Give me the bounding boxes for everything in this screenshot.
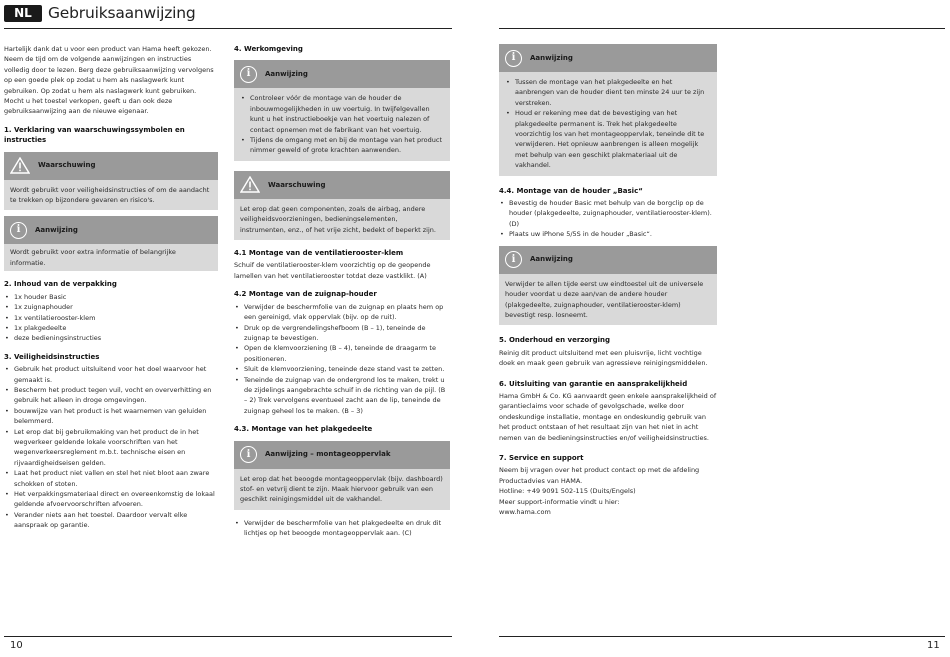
section-4-3-title: 4.3. Montage van het plakgedeelte [234, 425, 373, 434]
warning-text: Let erop dat geen componenten, zoals de airbag, andere veiligheidsvoorzieningen, bedieningselementen, instrumenten, enz., of het vrije zicht, bedekt of beperkt zijn. [240, 204, 436, 234]
section-4-1-text: Schuif de ventilatierooster-klem voorzichtig op de geopende lamellen van het ventilatierooster totdat deze vastklikt. (A) [234, 261, 431, 280]
warning-callout-body [4, 180, 218, 211]
section-5-title: 5. Onderhoud en verzorging [499, 336, 611, 345]
intro-text: Hartelijk dank dat u voor een product van Hama heeft gekozen. Neem de tijd om de volgende aanwijzingen en instructies volledig door te lezen. Berg deze gebruiksaanwijzing vervolgens op een goede plek op zodat u hem als naslagwerk kunt gebruiken. Op zodat u hem als naslagwerk kunt gebruiken. Mocht u het toestel verkopen, geeft u dan ook deze gebruiksaanwijzing aan de nieuwe eigenaar. [4, 45, 214, 116]
list-item: • bouwwijze van het product is het waarnemen van geluiden belemmerd. [4, 406, 218, 427]
note-callout-header [234, 60, 450, 88]
info-circle-icon: i [505, 251, 522, 268]
footer-rule [4, 636, 452, 637]
section-6-text: Hama GmbH & Co. KG aanvaardt geen enkele aansprakelijkheid of garantieclaims voor schade of gevolgschade, welke door ondeskundige installatie, montage en ondeskundig gebruik van het product ontstaan of het resultaat zijn van het niet in acht nemen van de bedieningsinstructies en/of veiligheidsinstructies. [499, 391, 717, 442]
note-callout [499, 44, 717, 176]
warning-callout [4, 152, 218, 211]
warning-label: Waarschuwing [268, 180, 326, 189]
note-callout [234, 60, 450, 160]
warning-label: Waarschuwing [38, 161, 96, 170]
note-text: Let erop dat het beoogde montageoppervlak (bijv. dashboard) stof- en vetvrij dient te zijn. Maak hiervoor gebruik van een geschikt reinigingsmiddel uit de vakhandel. [240, 474, 443, 504]
list-item: • Let erop dat bij gebruikmaking van het product de in het wegverkeer geldende lokale voorschriften van het wegenverkeersreglement m.b.t. technische eisen en rijvaardigheidseisen gelden. [4, 427, 218, 469]
list-item: • 1x zuignaphouder [4, 302, 218, 312]
note-callout-header [234, 441, 450, 469]
info-circle-icon: i [240, 446, 257, 463]
note-callout [499, 246, 717, 326]
list-item: • Laat het product niet vallen en stel het niet bloot aan zware schokken of stoten. [4, 468, 218, 489]
section-4-2-title: 4.2 Montage van de zuignap-houder [234, 290, 377, 299]
page-header [4, 4, 196, 22]
warning-callout [234, 171, 450, 240]
section-6-title: 6. Uitsluiting van garantie en aansprakelijkheid [499, 379, 688, 388]
warning-callout-header [4, 152, 218, 180]
page-number-left: 10 [10, 640, 23, 651]
list-item: • Verwijder de beschermfolie van de zuignap en plaats hem op een gereinigd, vlak oppervlak (bijv. op de ruit). [234, 302, 450, 323]
basic-holder-list [499, 198, 717, 240]
section-4-title: 4. Werkomgeving [234, 45, 303, 53]
list-item: • Plaats uw iPhone 5/5S in de houder „Basic“. [499, 229, 717, 239]
support-info-line: Meer support-informatie vindt u hier: [499, 497, 620, 506]
note-callout-body [234, 469, 450, 510]
section-3-title: 3. Veiligheidsinstructies [4, 352, 100, 361]
hotline-line: Hotline: +49 9091 502-115 (Duits/Engels) [499, 487, 636, 496]
section-2-title: 2. Inhoud van de verpakking [4, 280, 117, 289]
list-item: • Het verpakkingsmateriaal direct en overeenkomstig de lokaal geldende afvoervoorschriften afvoeren. [4, 489, 218, 510]
adhesive-mount-list [234, 518, 450, 539]
note-label: Aanwijzing – montageoppervlak [265, 450, 391, 459]
warning-triangle-icon [10, 157, 30, 174]
list-item: • Tijdens de omgang met en bij de montage van het product nimmer geweld of grote krachten aanwenden. [240, 135, 444, 156]
note-callout-body [499, 72, 717, 176]
note-callout [234, 441, 450, 510]
page-number-right: 11 [927, 640, 940, 651]
note-label: Aanwijzing [530, 255, 573, 264]
note-callout-body [4, 244, 218, 271]
note-text: Verwijder te allen tijde eerst uw eindtoestel uit de universele houder voordat u deze aan/van de andere houder (plakgedeelte, zuignaphouder, ventilatierooster-klem) bevestigt resp. losneemt. [505, 279, 704, 319]
list-item: • 1x ventilatierooster-klem [4, 313, 218, 323]
list-item: • Bevestig de houder Basic met behulp van de borgclip op de houder (plakgedeelte, zuignaphouder, ventilatierooster-klem). (D) [499, 198, 717, 229]
list-item: • Druk op de vergrendelingshefboom (B – 1), teneinde de zuignap te bevestigen. [234, 323, 450, 344]
header-rule [4, 28, 452, 29]
info-circle-icon: i [240, 66, 257, 83]
info-circle-icon: i [10, 222, 27, 239]
note-label: Aanwijzing [265, 70, 308, 79]
list-item: • Controleer vóór de montage van de houder de inbouwmogelijkheden in uw voertuig. In twijfelgevallen kunt u het instructieboekje van het voertuig nalezen of contact opnemen met de fabrikant van het voertuig. [240, 93, 444, 135]
suction-mount-list [234, 302, 450, 416]
list-item: • Bescherm het product tegen vuil, vocht en oververhitting en gebruik het alleen in droge omgevingen. [4, 385, 218, 406]
safety-list [4, 364, 218, 531]
note-callout-header [499, 44, 717, 72]
list-item: • Open de klemvoorziening (B – 4), teneinde de draagarm te positioneren. [234, 343, 450, 364]
section-1-title: 1. Verklaring van waarschuwingssymbolen en instructies [4, 125, 185, 145]
note-text: Wordt gebruikt voor extra informatie of belangrijke informatie. [10, 248, 176, 267]
note-callout-body [234, 88, 450, 160]
list-item: • Gebruik het product uitsluitend voor het doel waarvoor het gemaakt is. [4, 364, 218, 385]
section-5-text: Reinig dit product uitsluitend met een pluisvrije, licht vochtige doek en maak geen gebruik van agressieve reinigingsmiddelen. [499, 348, 708, 368]
language-badge: NL [4, 5, 42, 22]
section-4-4-title: 4.4. Montage van de houder „Basic“ [499, 186, 643, 195]
list-item: • Houd er rekening mee dat de bevestiging van het plakgedeelte permanent is. Trek het plakgedeelte voorzichtig los van het montageoppervlak, teneinde dit te verwijderen. Het opnieuw aanbrengen is alleen mogelijk met behulp van een geschikt plakmateriaal uit de vakhandel. [505, 108, 711, 170]
list-item: • Tussen de montage van het plakgedeelte en het aanbrengen van de houder dient ten minste 24 uur te zijn verstreken. [505, 77, 711, 108]
list-item: • deze bedieningsinstructies [4, 333, 218, 343]
column-2 [234, 36, 450, 539]
note-label: Aanwijzing [35, 226, 78, 235]
list-item: • Verwijder de beschermfolie van het plakgedeelte en druk dit lichtjes op het beoogde montageoppervlak aan. (C) [234, 518, 450, 539]
list-item: • Verander niets aan het toestel. Daardoor vervalt elke aanspraak op garantie. [4, 510, 218, 531]
list-item: • 1x plakgedeelte [4, 323, 218, 333]
list-item: • 1x houder Basic [4, 292, 218, 302]
warning-text: Wordt gebruikt voor veiligheidsinstructies of om de aandacht te trekken op bijzondere gevaren en risico's. [10, 185, 210, 205]
package-contents-list [4, 292, 218, 344]
warning-callout-body [234, 199, 450, 240]
note-callout-header [499, 246, 717, 274]
column-1 [4, 44, 218, 531]
section-4-1-title: 4.1 Montage van de ventilatierooster-klem [234, 249, 404, 258]
note-callout [4, 216, 218, 271]
warning-callout-header [234, 171, 450, 199]
service-line: Neem bij vragen over het product contact op met de afdeling Productadvies van HAMA. [499, 466, 700, 485]
page-right [475, 0, 950, 657]
info-circle-icon: i [505, 50, 522, 67]
list-item: • Sluit de klemvoorziening, teneinde deze stand vast te zetten. [234, 364, 450, 374]
warning-triangle-icon [240, 176, 260, 193]
website-link[interactable]: www.hama.com [499, 508, 551, 516]
note-callout-body [499, 274, 717, 326]
note-label: Aanwijzing [530, 53, 573, 62]
section-7-title: 7. Service en support [499, 453, 584, 462]
column-3 [499, 44, 717, 517]
footer-rule [499, 636, 945, 637]
document-title: Gebruiksaanwijzing [48, 4, 196, 22]
note-callout-header [4, 216, 218, 244]
header-rule [499, 28, 945, 29]
list-item: • Teneinde de zuignap van de ondergrond los te maken, trekt u de zijdelings aangebrachte schuif in de richting van de pijl. (B – 2) Trek vervolgens eventueel zacht aan de lip, teneinde de zuignap geheel los te maken. (B – 3) [234, 375, 450, 417]
